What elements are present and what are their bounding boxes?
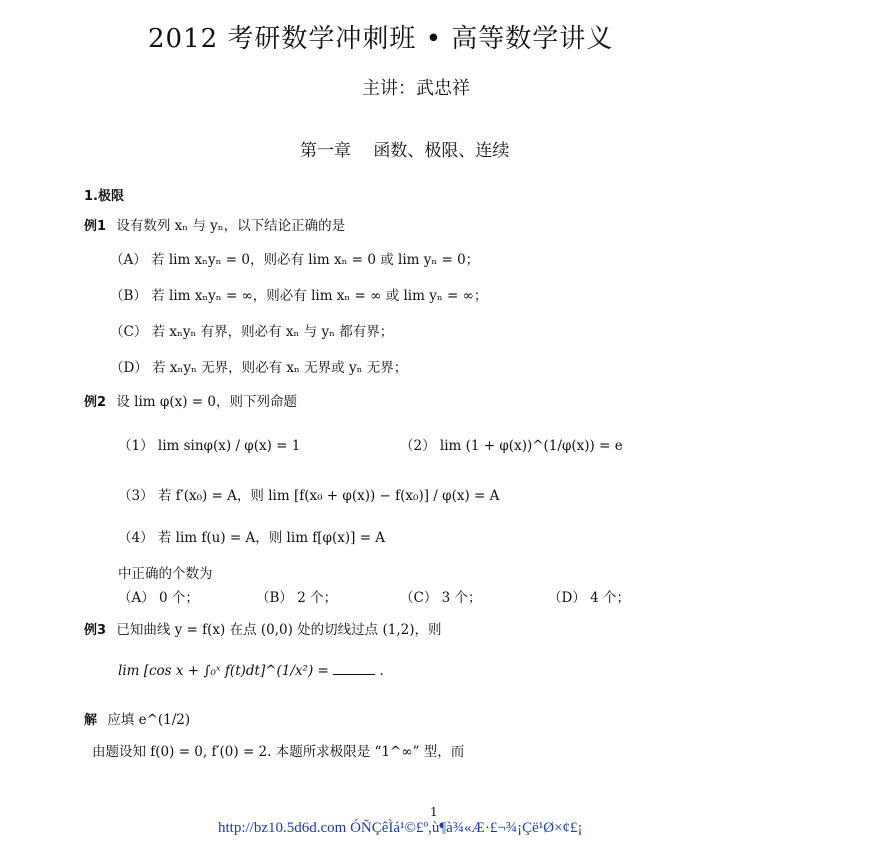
option-d: （D） 若 xₙyₙ 无界，则必有 xₙ 无界或 yₙ 无界； [110, 360, 408, 376]
choice-d: （D） 4 个； [548, 590, 630, 606]
choice-c: （C） 3 个； [400, 590, 482, 606]
formula-end: . [379, 663, 384, 679]
solution-text: 由题设知 f(0) = 0, f′(0) = 2. 本题所求极限是 “1^∞” 型，而 [92, 744, 465, 760]
solution-answer: 应填 e^(1/2) [107, 712, 191, 728]
example-label: 例2 [84, 395, 107, 410]
example-text: 已知曲线 y = f(x) 在点 (0,0) 处的切线过点 (1,2)，则 [116, 622, 442, 638]
example-2 [84, 390, 297, 410]
proposition-3: （3） 若 f′(x₀) = A，则 lim [f(x₀ + φ(x)) − f(x₀)] / φ(x) = A [118, 488, 500, 504]
solution-label: 解 [84, 713, 98, 728]
footer-link[interactable]: http://bz10.5d6d.com ÓÑÇêÌá¹©£º,ù¶à¾«Æ·£¬¾¡Çë¹Ø×¢£¡ [218, 820, 583, 836]
example-label: 例1 [84, 219, 107, 234]
answer-blank [333, 662, 375, 675]
question-text: 中正确的个数为 [118, 566, 213, 582]
example-text: 设 lim φ(x) = 0，则下列命题 [116, 394, 297, 410]
document-title: 2012 考研数学冲刺班 • 高等数学讲义 [148, 24, 614, 54]
proposition-4: （4） 若 lim f(u) = A，则 lim f[φ(x)] = A [118, 530, 386, 546]
formula-text: lim [cos x + ∫₀ˣ f(t)dt]^(1/x²) = [118, 663, 329, 679]
page-number: 1 [430, 805, 438, 819]
choice-a: （A） 0 个； [118, 590, 199, 606]
example-1 [84, 214, 345, 234]
solution-heading [84, 708, 190, 728]
section-heading: 1.极限 [84, 189, 124, 204]
example-3 [84, 618, 441, 638]
option-c: （C） 若 xₙyₙ 有界，则必有 xₙ 与 yₙ 都有界； [110, 324, 394, 340]
chapter-heading: 第一章 函数、极限、连续 [300, 141, 510, 161]
choice-b: （B） 2 个； [256, 590, 338, 606]
proposition-2: （2） lim (1 + φ(x))^(1/φ(x)) = e [400, 438, 623, 454]
option-b: （B） 若 lim xₙyₙ = ∞，则必有 lim xₙ = ∞ 或 lim yₙ = ∞； [110, 288, 488, 304]
author-line: 主讲：武忠祥 [362, 78, 470, 99]
proposition-1: （1） lim sinφ(x) / φ(x) = 1 [118, 438, 301, 454]
example-label: 例3 [84, 623, 107, 638]
limit-formula [118, 662, 384, 679]
example-text: 设有数列 xₙ 与 yₙ，以下结论正确的是 [116, 218, 346, 234]
option-a: （A） 若 lim xₙyₙ = 0，则必有 lim xₙ = 0 或 lim yₙ = 0； [110, 252, 480, 268]
